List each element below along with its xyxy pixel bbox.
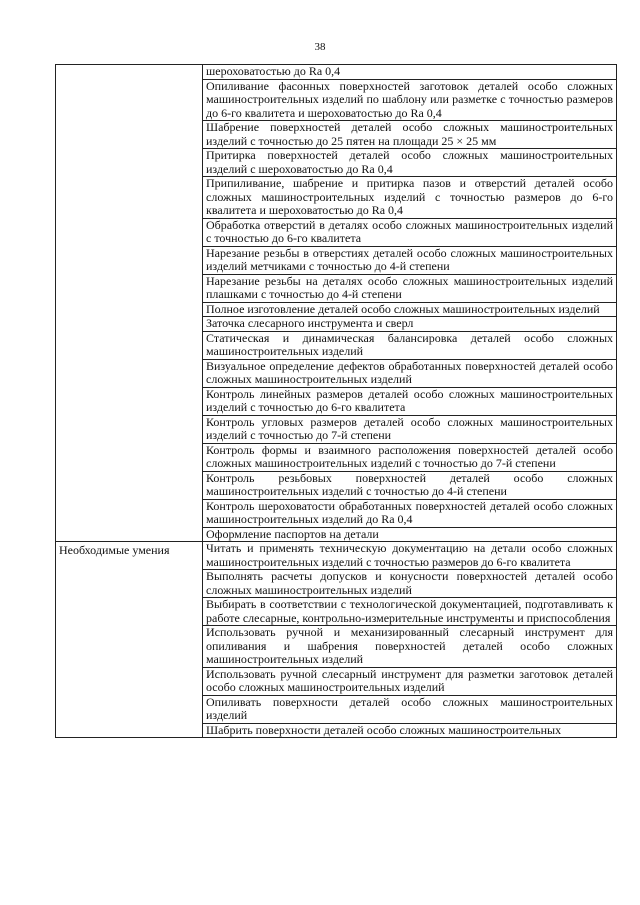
requirement-text: Опиливать поверхности деталей особо сложных машиностроительных изделий — [203, 695, 617, 723]
requirement-text: Выполнять расчеты допусков и конусности поверхностей деталей особо сложных машиностроительных изделий — [203, 570, 617, 598]
section-label: Необходимые умения — [59, 543, 170, 557]
requirement-text: Оформление паспортов на детали — [203, 527, 617, 542]
requirement-text: Контроль резьбовых поверхностей деталей особо сложных машиностроительных изделий с точностью до 4-й степени — [203, 471, 617, 499]
requirement-text: Визуальное определение дефектов обработанных поверхностей деталей особо сложных машиностроительных изделий — [203, 359, 617, 387]
table-row — [56, 542, 617, 570]
requirement-text: Использовать ручной слесарный инструмент для разметки заготовок деталей особо сложных машиностроительных изделий — [203, 667, 617, 695]
requirement-text: Контроль формы и взаимного расположения поверхностей деталей особо сложных машиностроительных изделий с точностью до 7-й степени — [203, 443, 617, 471]
requirement-text: Контроль линейных размеров деталей особо сложных машиностроительных изделий с точностью до 6-го квалитета — [203, 387, 617, 415]
requirement-text: Притирка поверхностей деталей особо сложных машиностроительных изделий с шероховатостью до Ra 0,4 — [203, 149, 617, 177]
requirements-table — [55, 64, 617, 738]
requirement-text: Шабрение поверхностей деталей особо сложных машиностроительных изделий с точностью до 25 пятен на площади 25 × 25 мм — [203, 121, 617, 149]
page-number: 38 — [314, 41, 326, 53]
requirement-text: шероховатостью до Ra 0,4 — [203, 65, 617, 80]
requirement-text: Читать и применять техническую документацию на детали особо сложных машиностроительных изделий с точностью размеров до 6-го квалитета — [203, 542, 617, 570]
requirement-text: Нарезание резьбы в отверстиях деталей особо сложных машиностроительных изделий метчиками с точностью до 4-й степени — [203, 246, 617, 274]
table-body — [56, 65, 617, 738]
requirement-text: Использовать ручной и механизированный слесарный инструмент для опиливания и шабрения поверхностей деталей особо сложных машиностроительных изделий — [203, 626, 617, 668]
requirement-text: Шабрить поверхности деталей особо сложных машиностроительных — [203, 723, 617, 738]
requirement-text: Полное изготовление деталей особо сложных машиностроительных изделий — [203, 302, 617, 317]
table-row — [56, 65, 617, 80]
section-label — [59, 65, 199, 67]
requirement-text: Нарезание резьбы на деталях особо сложных машиностроительных изделий плашками с точностью до 4-й степени — [203, 274, 617, 302]
requirement-text: Статическая и динамическая балансировка деталей особо сложных машиностроительных изделий — [203, 331, 617, 359]
section-label-cell — [56, 542, 203, 738]
requirement-text: Выбирать в соответствии с технологической документацией, подготавливать к работе слесарные, контрольно-измерительные инструменты и приспособления — [203, 598, 617, 626]
requirement-text: Припиливание, шабрение и притирка пазов и отверстий деталей особо сложных машиностроительных изделий с точностью размеров до 6-го квалитета и шероховатостью до Ra 0,4 — [203, 177, 617, 219]
requirement-text: Заточка слесарного инструмента и сверл — [203, 317, 617, 332]
requirement-text: Обработка отверстий в деталях особо сложных машиностроительных изделий с точностью до 6-го квалитета — [203, 218, 617, 246]
requirement-text: Контроль шероховатости обработанных поверхностей деталей особо сложных машиностроительных изделий до Ra 0,4 — [203, 499, 617, 527]
requirement-text: Контроль угловых размеров деталей особо сложных машиностроительных изделий с точностью до 7-й степени — [203, 415, 617, 443]
requirement-text: Опиливание фасонных поверхностей заготовок деталей особо сложных машиностроительных изделий по шаблону или разметке с точностью размеров до 6-го квалитета и шероховатостью до Ra 0,4 — [203, 79, 617, 121]
section-label-cell — [56, 65, 203, 542]
